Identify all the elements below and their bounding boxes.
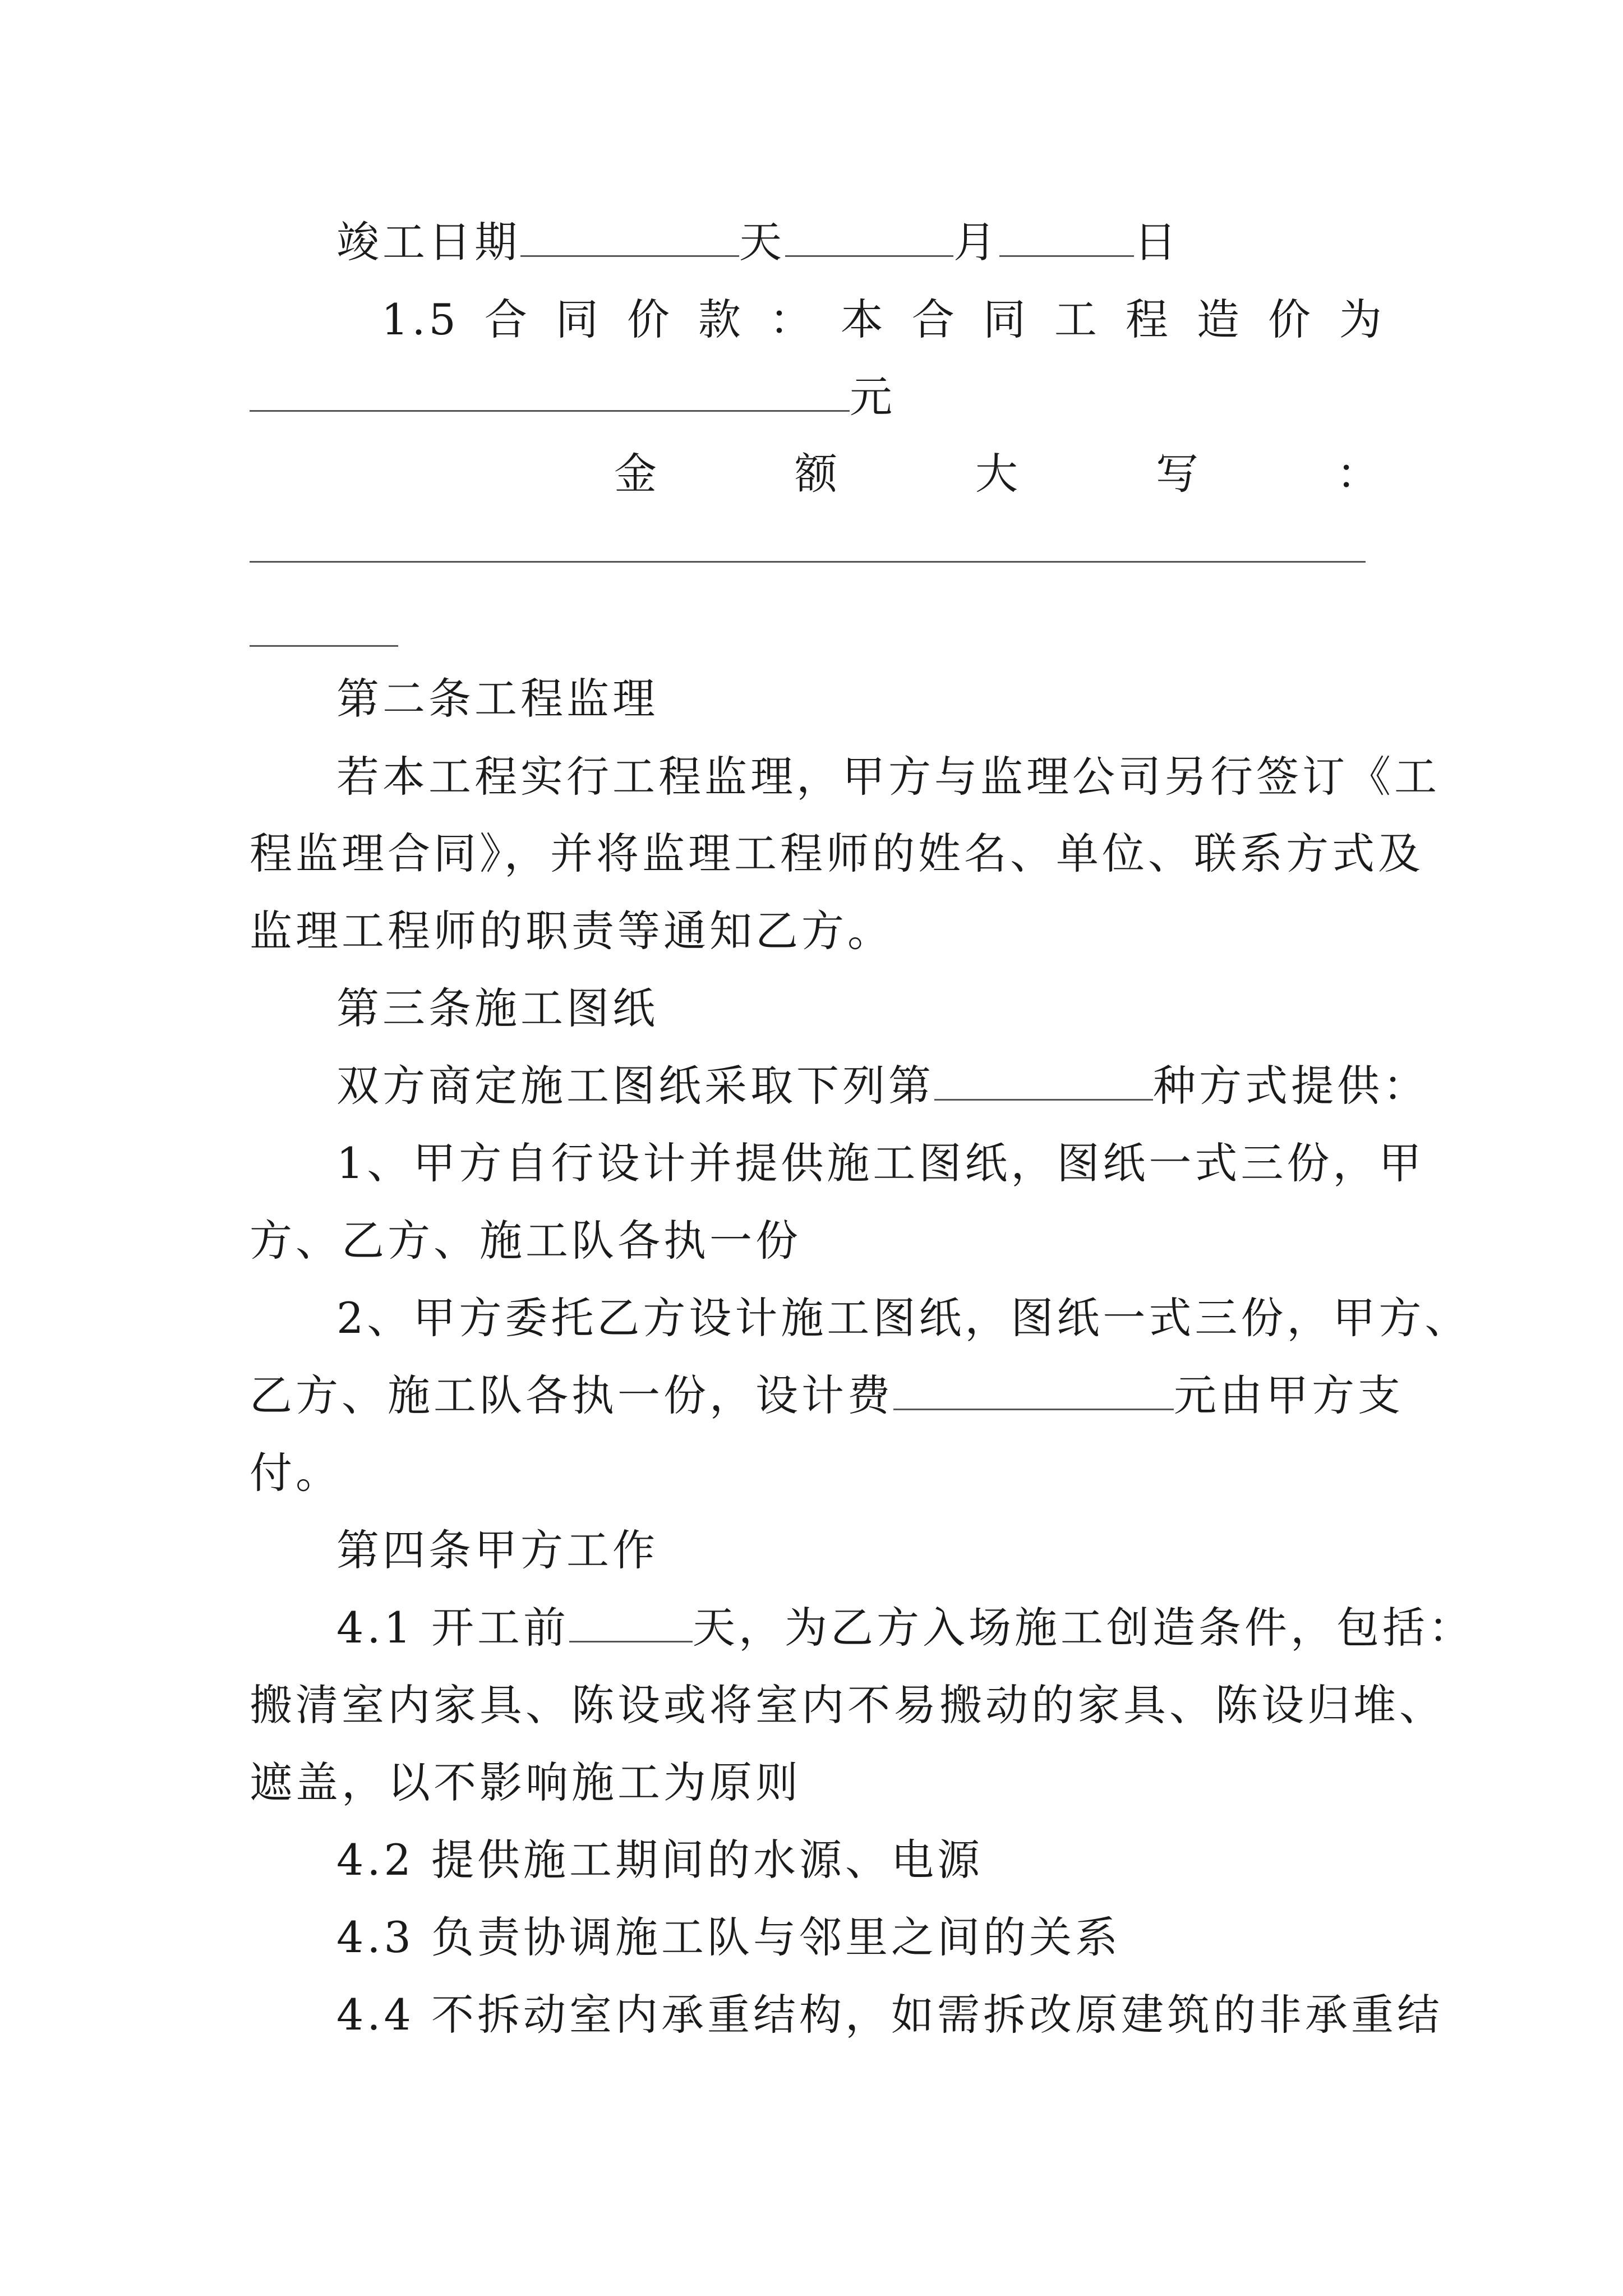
option-1-line-2: 方、乙方、施工队各执一份 — [250, 1216, 801, 1266]
price-char: 本 — [840, 295, 887, 344]
item-4-1-line-2: 搬清室内家具、陈设或将室内不易搬动的家具、陈设归堆、 — [250, 1680, 1445, 1730]
capital-char: 额 — [795, 449, 841, 499]
completion-label: 竣工日期 — [336, 217, 520, 267]
price-char: 造 — [1196, 295, 1243, 344]
completion-date-line — [336, 214, 1402, 270]
price-char: 价 — [626, 295, 673, 344]
completion-date-label: 日 — [1134, 217, 1180, 267]
option-2-line-3: 付。 — [250, 1448, 342, 1498]
article-4-title: 第四条甲方工作 — [336, 1525, 658, 1575]
article-2-line-3: 监理工程师的职责等通知乙方。 — [250, 906, 893, 956]
design-fee-blank[interactable] — [893, 1375, 1174, 1410]
price-char: 工 — [1054, 295, 1100, 344]
completion-month-label: 月 — [953, 217, 999, 267]
item-4-1-line-1 — [336, 1600, 1475, 1656]
article-2-line-2: 程监理合同》，并将监理工程师的姓名、单位、联系方式及 — [250, 829, 1424, 878]
price-char: 程 — [1125, 295, 1172, 344]
capital-char: 金 — [614, 449, 660, 499]
completion-date-blank[interactable] — [999, 222, 1134, 257]
article-3-intro — [336, 1058, 1429, 1114]
price-char: 为 — [1339, 295, 1385, 344]
price-char: 同 — [555, 295, 602, 344]
option-2-line-2 — [250, 1368, 1404, 1424]
option-1-line-1: 1、甲方自行设计并提供施工图纸，图纸一式三份，甲 — [336, 1138, 1425, 1188]
price-clause-number: 1.5 — [381, 295, 459, 344]
contract-price-line — [381, 292, 1385, 348]
option-2-text-end: 元由甲方支 — [1174, 1370, 1404, 1420]
capital-char: 写 — [1156, 449, 1202, 499]
item-4-4: 4.4 不拆动室内承重结构，如需拆改原建筑的非承重结 — [336, 1990, 1444, 2040]
capital-char: 大 — [975, 449, 1021, 499]
amount-capital-blank-line-2[interactable] — [250, 645, 398, 647]
item-4-1-line-3: 遮盖，以不影响施工为原则 — [250, 1757, 801, 1807]
completion-month-blank[interactable] — [785, 222, 953, 257]
article-3-title: 第三条施工图纸 — [336, 983, 658, 1033]
article-3-intro-text-end: 种方式提供： — [1153, 1061, 1429, 1111]
price-unit: 元 — [850, 372, 896, 422]
completion-year-blank[interactable] — [520, 222, 739, 257]
article-2-title: 第二条工程监理 — [336, 674, 658, 724]
drawing-option-blank[interactable] — [934, 1065, 1153, 1101]
item-4-2: 4.2 提供施工期间的水源、电源 — [336, 1835, 984, 1885]
price-char: 款 — [698, 295, 744, 344]
item-4-1-text-end: 天，为乙方入场施工创造条件，包括： — [693, 1603, 1475, 1653]
price-char: 合 — [911, 295, 958, 344]
item-4-3: 4.3 负责协调施工队与邻里之间的关系 — [336, 1912, 1122, 1962]
days-before-start-blank[interactable] — [569, 1607, 693, 1642]
price-char: 同 — [983, 295, 1029, 344]
price-char: 合 — [484, 295, 531, 344]
contract-price-blank[interactable] — [250, 376, 850, 412]
completion-day-label: 天 — [739, 217, 785, 267]
contract-price-amount-line — [250, 369, 1399, 425]
amount-capital-line — [614, 446, 1382, 502]
item-4-1-text: 4.1 开工前 — [336, 1603, 570, 1653]
price-char: 价 — [1267, 295, 1314, 344]
option-2-line-1: 2、甲方委托乙方设计施工图纸，图纸一式三份，甲方、 — [336, 1293, 1471, 1343]
capital-char: ： — [1336, 449, 1382, 499]
price-char: ： — [769, 295, 815, 344]
amount-capital-blank-line-1[interactable] — [250, 561, 1366, 563]
article-2-line-1: 若本工程实行工程监理，甲方与监理公司另行签订《工 — [336, 752, 1440, 802]
article-3-intro-text: 双方商定施工图纸采取下列第 — [336, 1061, 934, 1111]
option-2-text: 乙方、施工队各执一份，设计费 — [250, 1370, 893, 1420]
